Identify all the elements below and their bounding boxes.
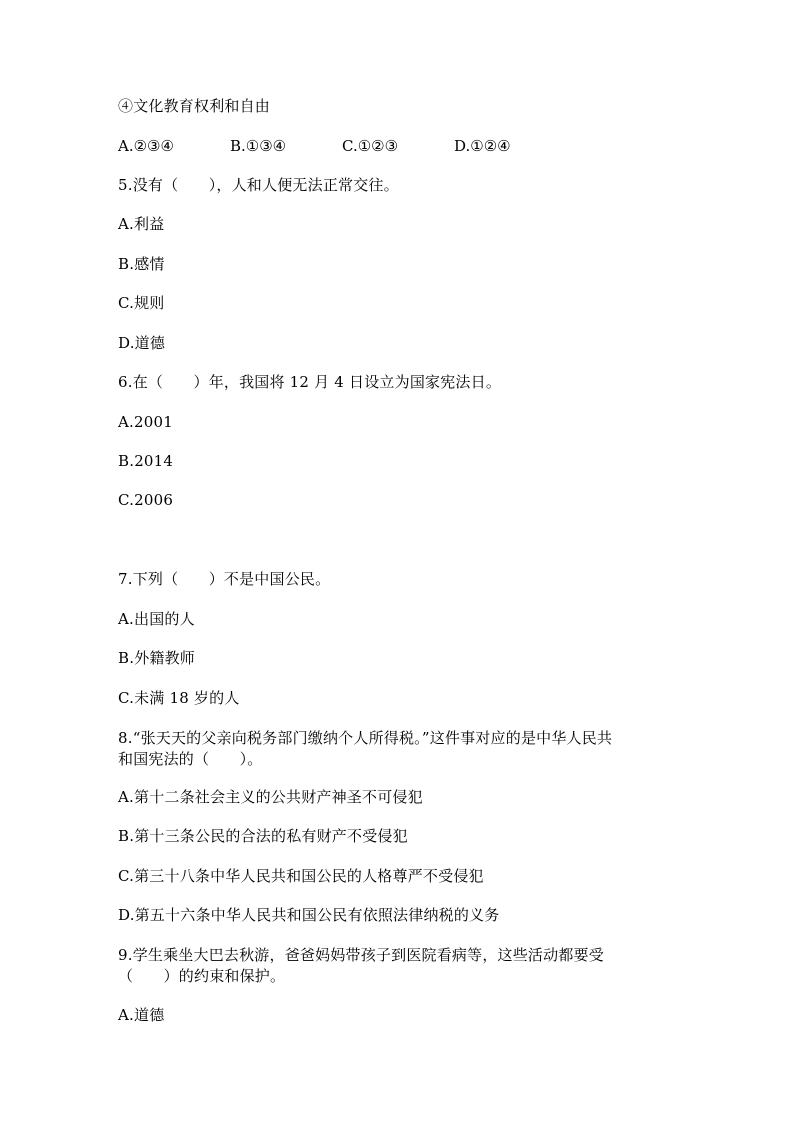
q6-option-a: A.2001	[118, 413, 173, 431]
q5-option-d: D.道德	[118, 334, 166, 352]
q9-stem-line2: （ ）的约束和保护。	[118, 967, 286, 985]
q8-stem-line2: 和国宪法的（ ）。	[118, 750, 263, 768]
q4-option-d: D.①②④	[454, 137, 511, 155]
q7-option-c: C.未满 18 岁的人	[118, 689, 240, 707]
q4-item-4: ④文化教育权利和自由	[118, 97, 271, 115]
q6-option-c: C.2006	[118, 491, 174, 509]
q8-stem-line1: 8.“张天天的父亲向税务部门缴纳个人所得税。”这件事对应的是中华人民共	[118, 729, 613, 747]
q8-option-b: B.第十三条公民的合法的私有财产不受侵犯	[118, 827, 408, 845]
q5-option-a: A.利益	[118, 215, 165, 233]
q4-option-b: B.①③④	[230, 137, 287, 155]
q8-option-c: C.第三十八条中华人民共和国公民的人格尊严不受侵犯	[118, 867, 484, 885]
q9-option-a: A.道德	[118, 1006, 165, 1024]
q9-stem-line1: 9.学生乘坐大巴去秋游，爸爸妈妈带孩子到医院看病等，这些活动都要受	[118, 946, 604, 964]
q7-option-b: B.外籍教师	[118, 649, 195, 667]
q4-option-c: C.①②③	[342, 137, 399, 155]
q5-option-b: B.感情	[118, 255, 165, 273]
q7-stem: 7.下列（ ）不是中国公民。	[118, 570, 331, 588]
q4-option-a: A.②③④	[118, 137, 174, 155]
q5-stem: 5.没有（ ），人和人便无法正常交往。	[118, 176, 399, 194]
q5-option-c: C.规则	[118, 294, 165, 312]
q7-option-a: A.出国的人	[118, 610, 195, 628]
q6-option-b: B.2014	[118, 452, 174, 470]
q8-option-d: D.第五十六条中华人民共和国公民有依照法律纳税的义务	[118, 906, 500, 924]
q8-option-a: A.第十二条社会主义的公共财产神圣不可侵犯	[118, 788, 423, 806]
q6-stem: 6.在（ ）年，我国将 12 月 4 日设立为国家宪法日。	[118, 373, 502, 391]
